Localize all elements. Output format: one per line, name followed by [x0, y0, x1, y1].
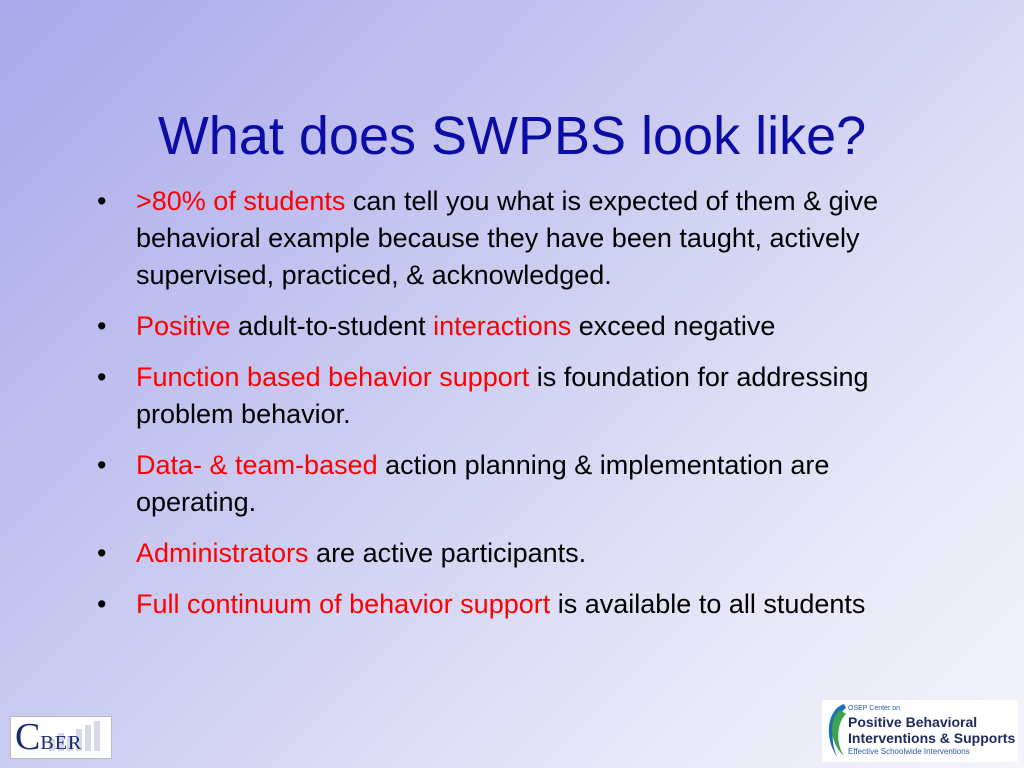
bullet-text: action planning & implementation are operating. — [136, 450, 830, 517]
bullet-highlight-2: interactions — [433, 311, 572, 341]
pbis-logo-line-3: Interventions & Supports — [848, 730, 1016, 746]
bullet-highlight: Data- & team-based — [136, 450, 378, 480]
slide-title: What does SWPBS look like? — [157, 106, 867, 167]
bullet-item — [97, 535, 937, 572]
bullet-text: is foundation for addressing problem behavior. — [136, 362, 869, 429]
bullet-highlight: >80% of students — [136, 186, 346, 216]
bullet-text: can tell you what is expected of them & give behavioral example because they have been taught, actively supervised, practiced, & acknowledged. — [136, 186, 879, 290]
bullet-marker: • — [97, 311, 107, 341]
cber-logo — [10, 716, 112, 759]
bullet-item — [97, 586, 937, 623]
bullet-list — [97, 183, 937, 637]
cber-logo-text — [15, 718, 82, 756]
bullet-marker: • — [97, 362, 107, 392]
cber-logo-rest: BER — [40, 732, 83, 754]
bullet-item — [97, 308, 937, 345]
bullet-text: adult-to-student — [230, 311, 434, 341]
bullet-highlight: Function based behavior support — [136, 362, 530, 392]
bullet-text-2: exceed negative — [571, 311, 776, 341]
bullet-marker: • — [97, 450, 107, 480]
bullet-marker: • — [97, 186, 107, 216]
bullet-item — [97, 447, 937, 521]
swoosh-icon — [822, 700, 850, 762]
pbis-logo-line-1: OSEP Center on — [848, 705, 901, 712]
bullet-item — [97, 359, 937, 433]
pbis-logo-line-2: Positive Behavioral — [848, 714, 978, 730]
cber-logo-initial: C — [15, 716, 41, 758]
bullet-highlight: Positive — [136, 311, 231, 341]
bullet-marker: • — [97, 538, 107, 568]
bullet-highlight: Administrators — [136, 538, 309, 568]
bullet-highlight: Full continuum of behavior support — [136, 589, 551, 619]
bullet-text: are active participants. — [308, 538, 587, 568]
bullet-marker: • — [97, 589, 107, 619]
bullet-item — [97, 183, 937, 294]
bullet-text: is available to all students — [550, 589, 866, 619]
pbis-logo — [822, 700, 1018, 762]
pbis-logo-line-4: Effective Schoolwide Interventions — [848, 747, 970, 756]
